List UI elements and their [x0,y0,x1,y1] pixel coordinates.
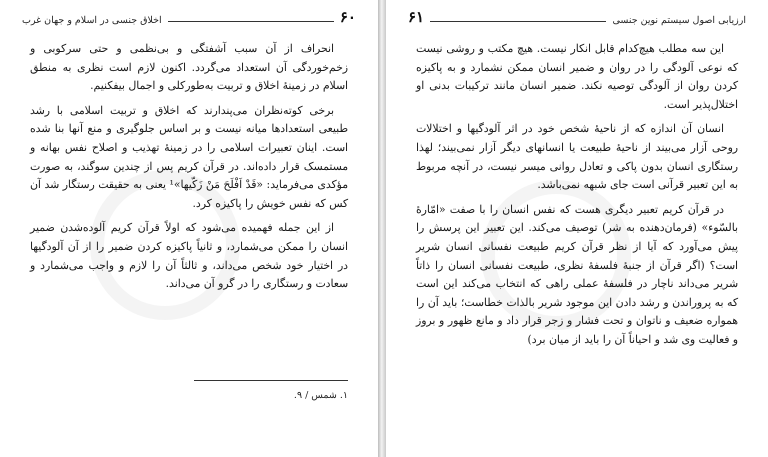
footnote-rule [194,380,348,381]
paragraph: انسان آن اندازه که از ناحیهٔ شخص خود در اثر آلودگیها و اختلالات روحی آزار می‌بیند از ناحیهٔ طبیعت یا انسانهای دیگر آزار نمی‌بیند؛ لهذا رستگاری انسان بدون پاکی و تعادل روانی میسر نیست، در آنچه مربوط به این تعبیر قرآنی است جای شبهه نمی‌باشد. [416,122,738,192]
footnote: ۱. شمس / ۹. [293,390,348,401]
right-page-body [416,40,738,356]
running-title: اخلاق جنسی در اسلام و جهان غرب [22,15,162,26]
book-gutter [378,0,386,457]
running-title: ارزیابی اصول سیستم نوین جنسی [612,15,746,26]
paragraph: برخی کوته‌نظران می‌پندارند که اخلاق و تربیت اسلامی با رشد طبیعی استعدادها میانه نیست و بر اساس جلوگیری و منع آنها بنا شده است. اینان تعبیرات اسلامی را در زمینهٔ تهذیب و اصلاح نفس بهانه و مستمسک قرار داده‌اند. در قرآن کریم پس از چندین سوگند، به صورت مؤکدی می‌فرماید: «قَدْ اَفْلَحَ مَنْ زَکّیها»¹ یعنی به حقیقت رستگار شد آن کس که نفس خویش را پاکیزه کرد. [30,103,348,210]
left-page-header [22,8,356,26]
paragraph: از این جمله فهمیده می‌شود که اولاً قرآن کریم آلوده‌شدن ضمیر انسان را ممکن می‌شمارد، و ثانیاً پاکیزه کردن ضمیر را از آن آلودگیها در اختیار خود شخص می‌داند، و ثالثاً آن را لازم و واجب می‌شمارد و سعادت و رستگاری را در گرو آن می‌داند. [30,221,348,291]
page-number: ۶۱ [408,8,425,26]
left-page [0,0,378,457]
paragraph: این سه مطلب هیچ‌کدام قابل انکار نیست. هیچ مکتب و روشی نیست که نوعی آلودگی را در روان و ضمیر انسان ممکن نشمارد و به پاکیزه کردن روان از آلودگی توصیه نکند. ضمیر انسان مانند ترکیبات بدنی او اختلال‌پذیر است. [416,42,738,111]
left-page-body [30,40,348,300]
page-number: ۶۰ [339,8,356,26]
paragraph: در قرآن کریم تعبیر دیگری هست که نفس انسان را با صفت «امّارهٔ بالسّوء» (فرمان‌دهنده به شر) توصیف می‌کند. این تعبیر این پرسش را پیش می‌آورد که آیا از نظر قرآن کریم طبیعت نفسانی انسان شریر است؟ (اگر قرآن از جنبهٔ فلسفهٔ نظری، طبیعت نفسانی انسان را ذاتاً شریر می‌داند ناچار در فلسفهٔ عملی راهی که انتخاب می‌کند این است که به پروراندن و رشد دادن این موجود شریر بالذات خطاست؛ باید آن را همواره ضعیف و ناتوان و تحت فشار و زجر قرار داد و مانع ظهور و بروز و فعالیت وی شد و احیاناً آن را باید از میان برد) [416,202,738,346]
header-rule [168,21,334,22]
right-page [386,0,768,457]
paragraph: انحراف از آن سبب آشفتگی و بی‌نظمی و حتی سرکوبی و زخم‌خوردگی آن استعداد می‌گردد. اکنون لازم است نظری به منطق اسلام در زمینهٔ اخلاق و تربیت به‌طورکلی و اجمال بیفکنیم. [30,42,348,93]
right-page-header [408,8,746,26]
header-rule [430,21,606,22]
